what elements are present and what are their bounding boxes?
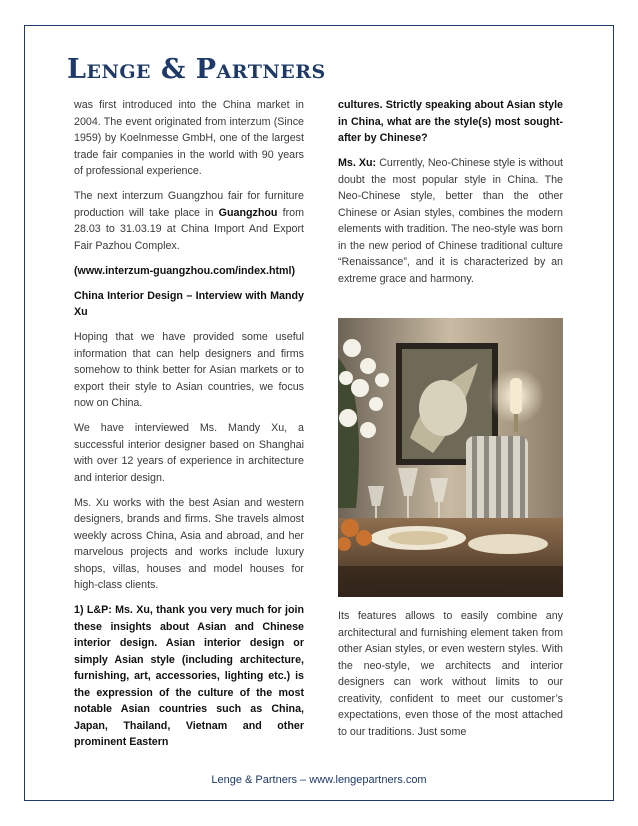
fair-link[interactable]: (www.interzum-guangzhou.com/index.html): [74, 264, 296, 277]
next-fair-text-b: from 28.03 to 31.03.19 at China Import And Export Fair Pazhou Complex.: [74, 206, 304, 252]
paragraph-focus-china: Hoping that we have provided some useful information that can help designers and firms somehow to think better for Asian markets or to export their style to Asian countries, we focus now on China.: [74, 331, 304, 409]
paragraph-intro: was first introduced into the China market in 2004. The event originated from interzum (Since 1959) by Koelnmesse GmbH, one of the largest trade fair companies in the world with 90 years of professional experience.: [74, 99, 304, 177]
right-column-lower: [338, 608, 563, 749]
paragraph-works: Ms. Xu works with the best Asian and western designers, brands and firms. She travels almost weekly across China, Asia and abroad, and her marvelous projects and works include luxury shops, villas, houses and model houses for high-class clients.: [74, 496, 304, 591]
question-1: 1) L&P: Ms. Xu, thank you very much for join these insights about Asian and Chinese interior design. Asian interior design or simply Asian style (including architecture, furnishing, art, accessories, lighting etc.) is the expression of the culture of the most notable Asian countries such as China, Japan, Thailand, Vietnam and other prominent Eastern: [74, 604, 304, 748]
left-column: [74, 97, 304, 759]
paragraph-next-fair: [74, 188, 304, 254]
interview-heading: China Interior Design – Interview with Mandy Xu: [74, 289, 304, 318]
answer-label: Ms. Xu:: [338, 157, 377, 169]
paragraph-interviewee: We have interviewed Ms. Mandy Xu, a successful interior designer based on Shanghai with over 12 years of experience in architecture and interior design.: [74, 422, 304, 484]
answer-text: Currently, Neo-Chinese style is without doubt the most popular style in China. The Neo-Chinese style, better than the other Chinese or Asian styles, combines the modern elements with tradition. The neo-style was born in the new period of Chinese traditional culture “Renaissance”, and it is characterized by an extreme grace and harmony.: [338, 157, 563, 285]
brand-title: Lenge & Partners: [67, 54, 326, 85]
next-fair-text-a: The next interzum Guangzhou fair for furniture production will take place in: [74, 190, 304, 219]
paragraph-features: Its features allows to easily combine any architectural and furnishing element taken from other Asian styles, or even western styles. With the neo-style, we architects and interior designers can work without limits to our creativity, confident to meet our customer’s expectations, even those of the most attached to our traditions. Just some: [338, 610, 563, 738]
answer-1: [338, 155, 563, 287]
right-column: [338, 97, 563, 296]
page-footer: Lenge & Partners – www.lengepartners.com: [211, 774, 427, 786]
interior-dining-photo: [338, 318, 563, 597]
question-1-continued: cultures. Strictly speaking about Asian style in China, what are the style(s) most sought-after by Chinese?: [338, 99, 563, 144]
city-guangzhou: Guangzhou: [218, 206, 278, 219]
